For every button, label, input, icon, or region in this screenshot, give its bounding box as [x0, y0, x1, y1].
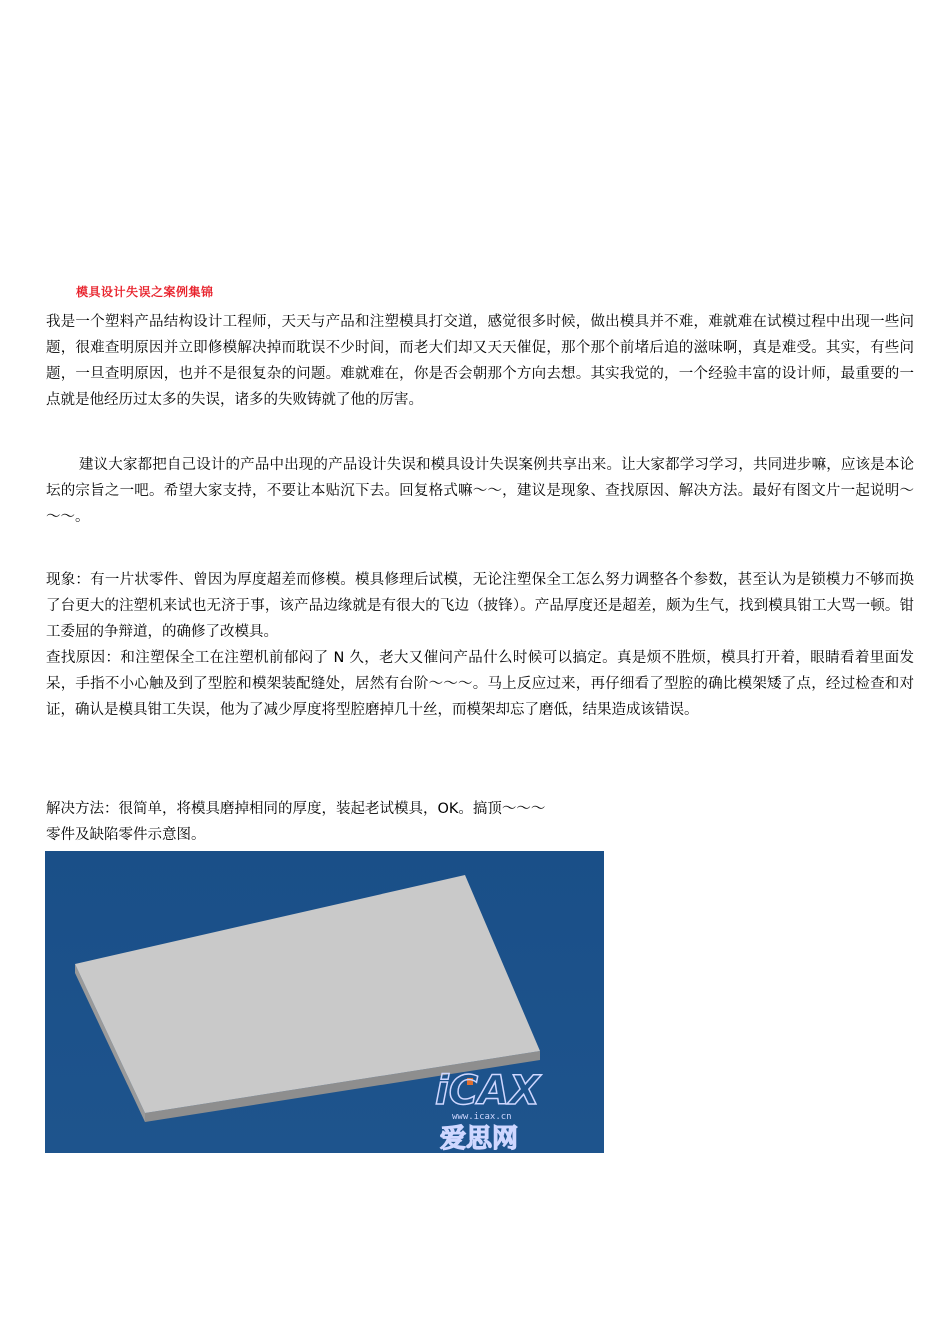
case-paragraph — [46, 567, 914, 723]
phenomenon-text: 现象：有一片状零件、曾因为厚度超差而修模。模具修理后试模，无论注塑保全工怎么努力调整各个参数，甚至认为是锁模力不够而换了台更大的注塑机来试也无济于事，该产品边缘就是有很大的飞边（披锋）。产品厚度还是超差，颇为生气，找到模具钳工大骂一顿。钳工委屈的争辩道，的确修了改模具。 — [46, 572, 914, 640]
part-illustration — [45, 851, 604, 1153]
part-figure — [45, 851, 604, 1153]
cause-text: 查找原因：和注塑保全工在注塑机前郁闷了 N 久，老大又催问产品什么时候可以搞定。真是烦不胜烦，模具打开着，眼睛看着里面发呆，手指不小心触及到了型腔和模架装配缝处，居然有台阶～～～。马上反应过来，再仔细看了型腔的确比模架矮了点，经过检查和对证，确认是模具钳工失误，他为了减少厚度将型腔磨掉几十丝，而模架却忘了磨低，结果造成该错误。 — [46, 650, 914, 718]
figure-caption: 零件及缺陷零件示意图。 — [46, 827, 206, 843]
intro-paragraph — [46, 309, 914, 413]
suggestion-paragraph — [46, 452, 914, 530]
logo-text: iCAX — [435, 1068, 540, 1114]
logo-cn-text: 爱思网 — [440, 1124, 519, 1153]
solution-paragraph — [46, 796, 914, 848]
logo-url-text: www.icax.cn — [452, 1112, 512, 1122]
document-title: 模具设计失误之案例集锦 — [76, 285, 214, 299]
suggestion-text: 建议大家都把自己设计的产品中出现的产品设计失误和模具设计失误案例共享出来。让大家都学习学习，共同进步嘛，应该是本论坛的宗旨之一吧。希望大家支持，不要让本贴沉下去。回复格式嘛～～，建议是现象、查找原因、解决方法。最好有图文片一起说明～～～。 — [46, 457, 914, 525]
solution-text: 解决方法：很简单，将模具磨掉相同的厚度，装起老试模具，OK。搞顶～～～ — [46, 801, 546, 817]
intro-text: 我是一个塑料产品结构设计工程师，天天与产品和注塑模具打交道，感觉很多时候，做出模具并不难，难就难在试模过程中出现一些问题，很难查明原因并立即修模解决掉而耽误不少时间，而老大们却又天天催促，那个那个前堵后追的滋味啊，真是难受。其实，有些问题，一旦查明原因，也并不是很复杂的问题。难就难在，你是否会朝那个方向去想。其实我觉的，一个经验丰富的设计师，最重要的一点就是他经历过太多的失误，诸多的失败铸就了他的厉害。 — [46, 314, 914, 408]
